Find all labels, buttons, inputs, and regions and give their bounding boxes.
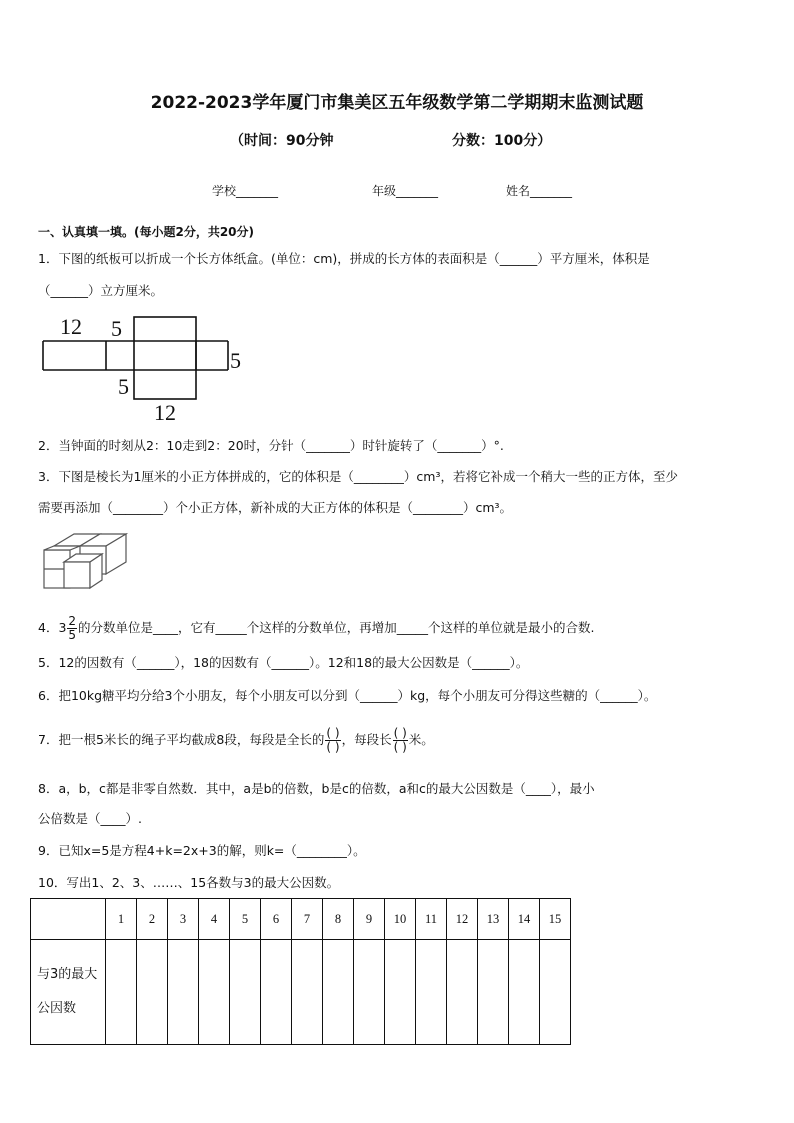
name-field: 姓名_______ (506, 184, 573, 198)
table-header-cell: 4 (199, 899, 230, 940)
net-label-top-left: 12 (60, 314, 82, 339)
table-header-cell: 6 (261, 899, 292, 940)
table-answer-cell[interactable] (416, 940, 447, 1045)
table-header-row (31, 899, 571, 940)
question-8-line-2: 公倍数是（____）. (38, 811, 142, 826)
question-9: 9．已知x=5是方程4+k=2x+3的解，则k=（________）。 (38, 843, 366, 858)
table-header-cell: 9 (354, 899, 385, 940)
box-net-figure (38, 314, 258, 426)
question-4-numerator: 2 (68, 614, 77, 628)
table-row-label: 与3的最大公因数 (31, 940, 106, 1045)
question-3-line-1: 3．下图是棱长为1厘米的小正方体拼成的，它的体积是（________）cm³，若将它补成一个稍大一些的正方体，至少 (38, 469, 678, 484)
table-answer-cell[interactable] (354, 940, 385, 1045)
table-answer-cell[interactable] (106, 940, 137, 1045)
question-1-line-1: 1．下图的纸板可以折成一个长方体纸盒。(单位：cm)，拼成的长方体的表面积是（______）平方厘米，体积是 (38, 251, 650, 266)
question-4-denominator: 5 (68, 628, 77, 642)
question-7-middle: ，每段长 (341, 732, 392, 747)
table-answer-cell[interactable] (385, 940, 416, 1045)
net-label-right: 5 (230, 348, 241, 373)
table-header-cell: 8 (323, 899, 354, 940)
table-header-cell: 7 (292, 899, 323, 940)
question-7 (38, 718, 434, 762)
question-8-line-1: 8．a，b，c都是非零自然数．其中，a是b的倍数，b是c的倍数，a和c的最大公因数是（____），最小 (38, 781, 595, 796)
question-4-suffix: 的分数单位是____，它有_____个这样的分数单位，再增加_____个这样的单位就是最小的合数. (78, 620, 595, 635)
table-answer-cell[interactable] (292, 940, 323, 1045)
table-answer-cell[interactable] (540, 940, 571, 1045)
net-label-top-mid: 5 (111, 316, 122, 341)
table-answer-cell[interactable] (478, 940, 509, 1045)
grade-field: 年级_______ (372, 184, 439, 198)
time-label: （时间：90分钟 (230, 133, 334, 149)
question-7-prefix: 7．把一根5米长的绳子平均截成8段，每段是全长的 (38, 732, 325, 747)
net-label-bottom: 12 (154, 400, 176, 425)
table-answer-cell[interactable] (261, 940, 292, 1045)
school-field: 学校_______ (212, 184, 279, 198)
cubes-figure (40, 532, 132, 594)
question-2: 2．当钟面的时刻从2：10走到2：20时，分针（_______）时针旋转了（_______）°. (38, 438, 504, 453)
table-answer-cell[interactable] (199, 940, 230, 1045)
section-heading: 一、认真填一填。(每小题2分，共20分) (38, 225, 255, 239)
table-header-cell: 11 (416, 899, 447, 940)
table-answer-cell[interactable] (230, 940, 261, 1045)
question-7-fraction-2 (393, 727, 408, 754)
question-1-line-2: （______）立方厘米。 (38, 283, 164, 298)
question-3-line-2: 需要再添加（________）个小正方体，新补成的大正方体的体积是（________）cm³。 (38, 500, 513, 515)
question-4 (38, 609, 595, 647)
table-header-cell: 5 (230, 899, 261, 940)
table-header-cell: 10 (385, 899, 416, 940)
question-10: 10．写出1、2、3、……、15各数与3的最大公因数。 (38, 875, 340, 890)
question-7-suffix: 米。 (408, 732, 434, 747)
question-5: 5．12的因数有（______），18的因数有（______）。12和18的最大公因数是（______）。 (38, 655, 529, 670)
net-label-bottom-mid: 5 (118, 374, 129, 399)
fraction-2-numerator-blank: ( ) (393, 726, 407, 740)
fraction-2-denominator-blank: ( ) (393, 740, 407, 754)
page-title: 2022-2023学年厦门市集美区五年级数学第二学期期末监测试题 (150, 93, 644, 113)
question-4-prefix: 4．3 (38, 620, 67, 635)
fraction-1-denominator-blank: ( ) (326, 740, 340, 754)
gcd-table (30, 898, 571, 1045)
table-header-cell: 14 (509, 899, 540, 940)
cubes-diagram (40, 532, 132, 594)
table-header-cell: 2 (137, 899, 168, 940)
table-answer-row (31, 940, 571, 1045)
question-7-fraction-1 (325, 727, 340, 754)
table-answer-cell[interactable] (137, 940, 168, 1045)
table-header-cell: 15 (540, 899, 571, 940)
fraction-1-numerator-blank: ( ) (326, 726, 340, 740)
score-label: 分数：100分） (452, 133, 552, 149)
table-answer-cell[interactable] (168, 940, 199, 1045)
table-header-cell: 3 (168, 899, 199, 940)
table-header-cell: 13 (478, 899, 509, 940)
table-answer-cell[interactable] (323, 940, 354, 1045)
table-header-cell: 12 (447, 899, 478, 940)
table-header-cell: 1 (106, 899, 137, 940)
table-corner-cell (31, 899, 106, 940)
table-answer-cell[interactable] (447, 940, 478, 1045)
question-6: 6．把10kg糖平均分给3个小朋友，每个小朋友可以分到（______）kg，每个小朋友可分得这些糖的（______）。 (38, 688, 657, 703)
table-answer-cell[interactable] (509, 940, 540, 1045)
question-4-fraction (67, 615, 77, 642)
